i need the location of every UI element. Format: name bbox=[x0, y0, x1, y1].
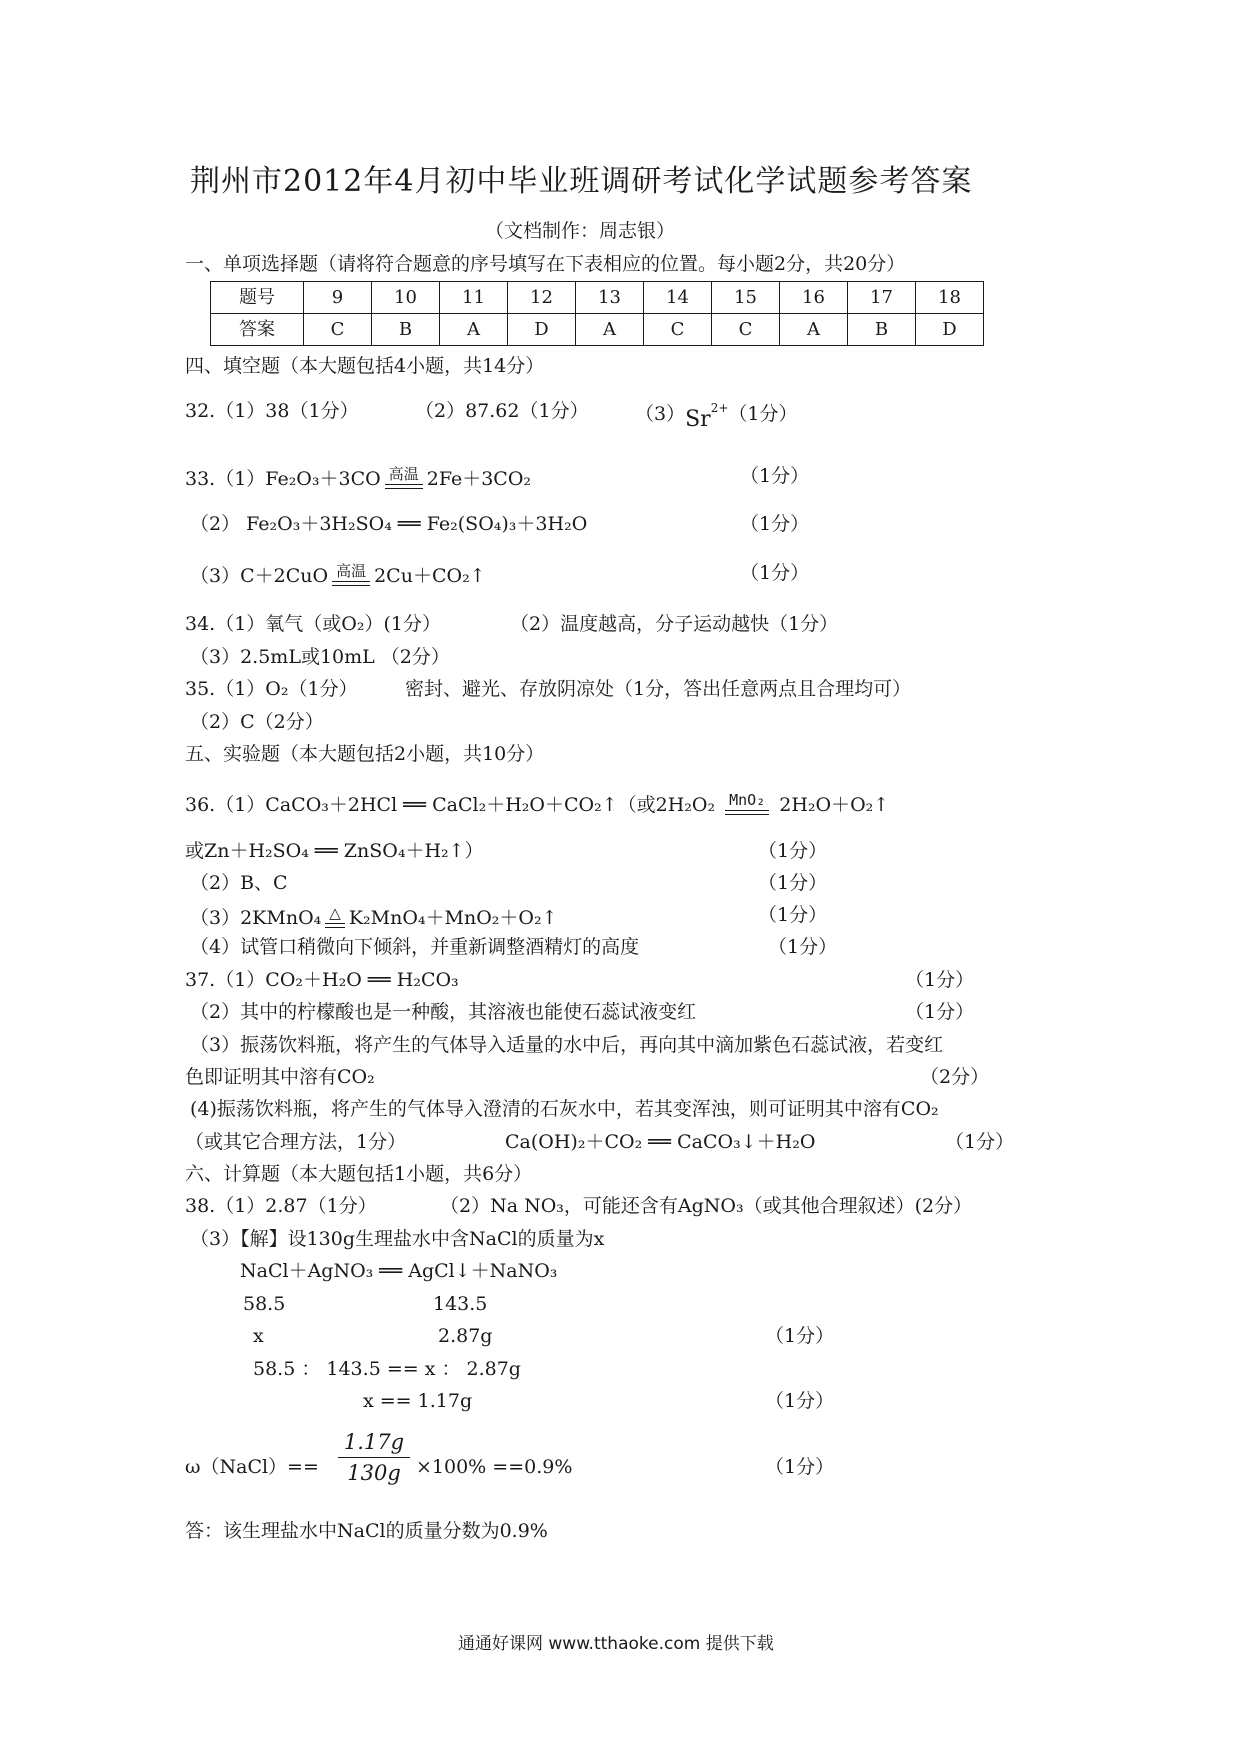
q36-line5-score: （1分） bbox=[768, 936, 838, 958]
section-4-heading: 四、填空题（本大题包括4小题，共14分） bbox=[185, 355, 545, 377]
reaction-condition bbox=[725, 793, 769, 815]
equation-reactants: （3）C＋2CuO bbox=[190, 565, 329, 587]
answer-cell: C bbox=[644, 314, 712, 346]
step-score-1: （1分） bbox=[765, 1325, 835, 1347]
answer-table bbox=[210, 281, 984, 346]
mass-agcl: 2.87g bbox=[438, 1325, 493, 1347]
answer-cell: A bbox=[576, 314, 644, 346]
question-number: 16 bbox=[780, 282, 848, 314]
reaction-condition bbox=[332, 564, 370, 586]
answer-cell: D bbox=[508, 314, 576, 346]
q33-line1 bbox=[185, 467, 531, 489]
q36-line5: （4）试管口稍微向下倾斜，并重新调整酒精灯的高度 bbox=[190, 936, 640, 958]
q34-line1-part2: （2）温度越高，分子运动越快（1分） bbox=[510, 613, 839, 635]
proportion: 58.5 ： 143.5 == x ： 2.87g bbox=[253, 1358, 521, 1380]
unknown-x: x bbox=[253, 1325, 264, 1347]
q38-line1-part2: （2）Na NO₃，可能还含有AgNO₃（或其他合理叙述）(2分） bbox=[440, 1195, 973, 1217]
q32-part3-prefix: （3） bbox=[635, 403, 686, 425]
q36-line2: 或Zn＋H₂SO₄ ══ ZnSO₄＋H₂↑） bbox=[185, 840, 484, 862]
condition-label: 高温 bbox=[336, 562, 367, 580]
q38-line1: 38.（1）2.87（1分） bbox=[185, 1195, 377, 1217]
double-line bbox=[325, 923, 345, 928]
q37-line2: （2）其中的柠檬酸也是一种酸，其溶液也能使石蕊试液变红 bbox=[190, 1001, 697, 1023]
q37-line1: 37.（1）CO₂＋H₂O ══ H₂CO₃ bbox=[185, 969, 459, 991]
table-row-answers bbox=[211, 314, 984, 346]
q33-line1-score: （1分） bbox=[740, 465, 810, 487]
strontium-ion-symbol: Sr bbox=[685, 407, 711, 432]
fraction-numerator: 1.17g bbox=[338, 1432, 410, 1458]
q35-line2: （2）C（2分） bbox=[190, 711, 324, 733]
table-row-numbers bbox=[211, 282, 984, 314]
q33-line3-score: （1分） bbox=[740, 562, 810, 584]
q32-part1: 32.（1）38（1分） bbox=[185, 400, 359, 422]
fraction-denominator: 130g bbox=[347, 1461, 401, 1485]
question-number: 9 bbox=[304, 282, 372, 314]
heat-symbol: △ bbox=[329, 904, 341, 922]
q33-line2-score: （1分） bbox=[740, 513, 810, 535]
question-number: 13 bbox=[576, 282, 644, 314]
double-line bbox=[332, 581, 370, 586]
row-label-answer: 答案 bbox=[211, 314, 304, 346]
row-label-number: 题号 bbox=[211, 282, 304, 314]
step-score-3: （1分） bbox=[765, 1456, 835, 1478]
question-number: 10 bbox=[372, 282, 440, 314]
question-number: 15 bbox=[712, 282, 780, 314]
section-5-heading: 五、实验题（本大题包括2小题，共10分） bbox=[185, 743, 545, 765]
q32-part2: （2）87.62（1分） bbox=[415, 400, 589, 422]
q37-line2-score: （1分） bbox=[905, 1001, 975, 1023]
q37-line4-score: （2分） bbox=[920, 1066, 990, 1088]
molar-mass-nacl: 58.5 bbox=[243, 1293, 286, 1315]
question-number: 12 bbox=[508, 282, 576, 314]
q38-line2: （3）【解】设130g生理盐水中含NaCl的质量为x bbox=[190, 1228, 605, 1250]
q38-equation: NaCl＋AgNO₃ ══ AgCl↓＋NaNO₃ bbox=[240, 1260, 558, 1282]
equation-products: K₂MnO₄＋MnO₂＋O₂↑ bbox=[348, 907, 558, 929]
section-6-heading: 六、计算题（本大题包括1小题，共6分） bbox=[185, 1163, 533, 1185]
q37-line4: 色即证明其中溶有CO₂ bbox=[185, 1066, 375, 1088]
reaction-condition bbox=[385, 467, 423, 489]
question-number: 17 bbox=[848, 282, 916, 314]
answer-cell: D bbox=[916, 314, 984, 346]
q33-line3 bbox=[190, 564, 486, 586]
question-number: 14 bbox=[644, 282, 712, 314]
equation-reactants: （3）2KMnO₄ bbox=[190, 907, 322, 929]
ion-charge: 2+ bbox=[710, 401, 729, 415]
question-number: 18 bbox=[916, 282, 984, 314]
footer-source: 通通好课网 www.tthaoke.com 提供下载 bbox=[458, 1634, 774, 1654]
answer-cell: C bbox=[712, 314, 780, 346]
step-score-2: （1分） bbox=[765, 1390, 835, 1412]
double-line bbox=[725, 810, 769, 815]
equation-reactants: 33.（1）Fe₂O₃＋3CO bbox=[185, 468, 381, 490]
equation-products: 2Cu＋CO₂↑ bbox=[374, 565, 486, 587]
document-author: （文档制作：周志银） bbox=[485, 220, 676, 242]
q37-line6-score: （1分） bbox=[945, 1131, 1015, 1153]
q36-line4-score: （1分） bbox=[758, 904, 828, 926]
q37-line5: (4)振荡饮料瓶，将产生的气体导入澄清的石灰水中，若其变浑浊，则可证明其中溶有CO₂ bbox=[190, 1098, 939, 1120]
page-title: 荆州市2012年4月初中毕业班调研考试化学试题参考答案 bbox=[190, 164, 973, 199]
q36-line3: （2）B、C bbox=[190, 872, 288, 894]
answer-cell: B bbox=[372, 314, 440, 346]
equation-products: 2H₂O＋O₂↑ bbox=[779, 794, 890, 816]
question-number: 11 bbox=[440, 282, 508, 314]
q36-line4 bbox=[190, 906, 558, 928]
section-1-heading: 一、单项选择题（请将符合题意的序号填写在下表相应的位置。每小题2分，共20分） bbox=[185, 253, 906, 275]
q36-line2-score: （1分） bbox=[758, 840, 828, 862]
x-result: x == 1.17g bbox=[363, 1390, 473, 1412]
mass-fraction bbox=[338, 1432, 410, 1484]
reaction-condition bbox=[325, 906, 345, 928]
final-answer: 答：该生理盐水中NaCl的质量分数为0.9% bbox=[185, 1520, 548, 1542]
molar-mass-agcl: 143.5 bbox=[433, 1293, 488, 1315]
q34-line2: （3）2.5mL或10mL （2分） bbox=[190, 646, 450, 668]
q33-line2: （2） Fe₂O₃＋3H₂SO₄ ══ Fe₂(SO₄)₃＋3H₂O bbox=[190, 513, 588, 535]
q34-line1: 34.（1）氧气（或O₂）(1分） bbox=[185, 613, 441, 635]
omega-result: ×100% ==0.9% bbox=[416, 1456, 573, 1478]
q35-line1-part2: 密封、避光、存放阴凉处（1分，答出任意两点且合理均可） bbox=[405, 678, 912, 700]
answer-cell: C bbox=[304, 314, 372, 346]
q36-line1 bbox=[185, 793, 889, 815]
catalyst-label: MnO₂ bbox=[729, 791, 766, 809]
q37-line3: （3）振荡饮料瓶，将产生的气体导入适量的水中后，再向其中滴加紫色石蕊试液，若变红 bbox=[190, 1034, 944, 1056]
q32-part3-score: （1分） bbox=[728, 403, 798, 425]
condition-label: 高温 bbox=[388, 465, 419, 483]
q37-line6: （或其它合理方法，1分） bbox=[185, 1131, 407, 1153]
omega-prefix: ω（NaCl）== bbox=[185, 1456, 319, 1478]
answer-cell: A bbox=[440, 314, 508, 346]
q36-line3-score: （1分） bbox=[758, 872, 828, 894]
q37-line6-equation: Ca(OH)₂＋CO₂ ══ CaCO₃↓＋H₂O bbox=[505, 1131, 816, 1153]
q32-part3 bbox=[635, 401, 798, 432]
equation-products: 2Fe＋3CO₂ bbox=[426, 468, 532, 490]
double-line bbox=[385, 484, 423, 489]
equation-text: 36.（1）CaCO₃＋2HCl ══ CaCl₂＋H₂O＋CO₂↑（或2H₂O₂ bbox=[185, 794, 716, 816]
q37-line1-score: （1分） bbox=[905, 969, 975, 991]
q35-line1: 35.（1）O₂（1分） bbox=[185, 678, 358, 700]
answer-cell: B bbox=[848, 314, 916, 346]
answer-cell: A bbox=[780, 314, 848, 346]
